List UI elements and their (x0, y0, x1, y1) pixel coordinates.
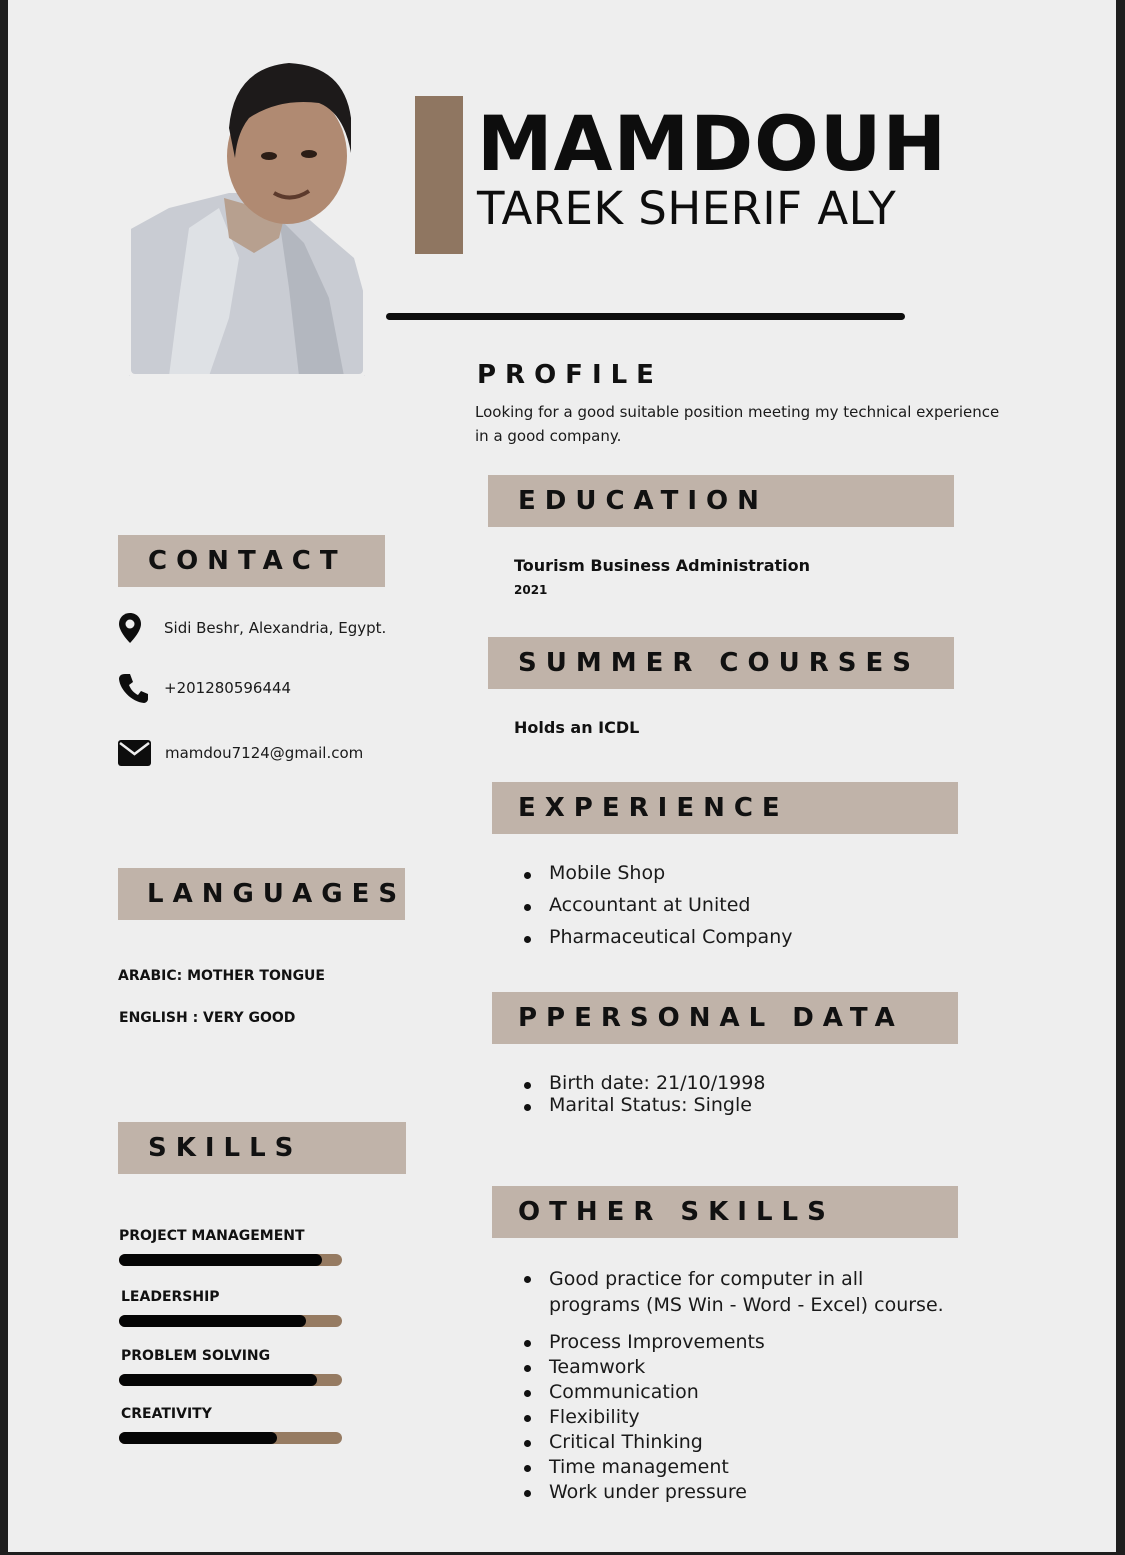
list-item: Work under pressure (515, 1480, 955, 1505)
other-skills-heading: OTHER SKILLS (492, 1186, 958, 1238)
education-heading: EDUCATION (488, 475, 954, 527)
skill-bar-fill (119, 1315, 306, 1327)
location-pin-icon (118, 612, 142, 644)
list-item: Pharmaceutical Company (515, 926, 792, 948)
skill-label: CREATIVITY (121, 1406, 212, 1422)
skill-bar-fill (119, 1432, 277, 1444)
list-item: Birth date: 21/10/1998 (515, 1072, 765, 1094)
skill-bar-fill (119, 1374, 317, 1386)
list-item: Critical Thinking (515, 1430, 955, 1455)
profile-photo (129, 58, 365, 376)
list-item-line: Good practice for computer in all (549, 1268, 864, 1290)
contact-address: Sidi Beshr, Alexandria, Egypt. (164, 619, 387, 637)
skill-label: PROJECT MANAGEMENT (119, 1228, 305, 1244)
profile-text-line: Looking for a good suitable position meeting my technical experience (475, 403, 1000, 421)
skill-item (119, 1228, 342, 1266)
list-item (515, 1266, 955, 1318)
list-item: Accountant at United (515, 894, 792, 916)
contact-email-row (118, 740, 363, 766)
list-item: Process Improvements (515, 1330, 955, 1355)
skill-item (119, 1406, 342, 1444)
skill-bar-track (119, 1432, 342, 1444)
phone-icon (118, 672, 150, 704)
experience-heading: EXPERIENCE (492, 782, 958, 834)
language-item: ENGLISH : VERY GOOD (119, 1010, 296, 1026)
contact-email[interactable]: mamdou7124@gmail.com (165, 744, 364, 762)
list-item: Marital Status: Single (515, 1094, 765, 1116)
contact-phone-row (118, 672, 291, 704)
profile-text-line: in a good company. (475, 427, 622, 445)
contact-address-row (118, 612, 386, 644)
personal-data-heading: PPERSONAL DATA (492, 992, 958, 1044)
summer-course-item: Holds an ICDL (514, 718, 640, 737)
languages-heading: LANGUAGES (118, 868, 405, 920)
list-item: Time management (515, 1455, 955, 1480)
personal-data-list (515, 1072, 765, 1116)
profile-text (475, 400, 1035, 448)
contact-heading: CONTACT (118, 535, 385, 587)
first-name: MAMDOUH (477, 99, 948, 188)
profile-heading: PROFILE (477, 360, 663, 390)
last-name: TAREK SHERIF ALY (477, 182, 897, 235)
list-item-line: programs (MS Win - Word - Excel) course. (549, 1294, 944, 1316)
list-item: Mobile Shop (515, 862, 792, 884)
summer-courses-heading: SUMMER COURSES (488, 637, 954, 689)
contact-phone[interactable]: +201280596444 (164, 679, 292, 697)
header-divider (386, 313, 905, 320)
list-item: Teamwork (515, 1355, 955, 1380)
language-item: ARABIC: MOTHER TONGUE (118, 968, 325, 984)
skill-bar-track (119, 1374, 342, 1386)
skill-label: PROBLEM SOLVING (121, 1348, 271, 1364)
resume-page (8, 0, 1116, 1552)
skill-label: LEADERSHIP (121, 1289, 220, 1305)
skill-bar-track (119, 1254, 342, 1266)
experience-list (515, 862, 792, 948)
education-year: 2021 (514, 583, 548, 597)
list-item: Flexibility (515, 1405, 955, 1430)
skill-bar-track (119, 1315, 342, 1327)
mail-icon (118, 740, 151, 766)
education-degree: Tourism Business Administration (514, 556, 811, 575)
skills-heading: SKILLS (118, 1122, 406, 1174)
name-accent-bar (415, 96, 463, 254)
skill-item (119, 1348, 342, 1386)
other-skills-list (515, 1266, 955, 1505)
skill-item (119, 1289, 342, 1327)
list-item: Communication (515, 1380, 955, 1405)
skill-bar-fill (119, 1254, 322, 1266)
